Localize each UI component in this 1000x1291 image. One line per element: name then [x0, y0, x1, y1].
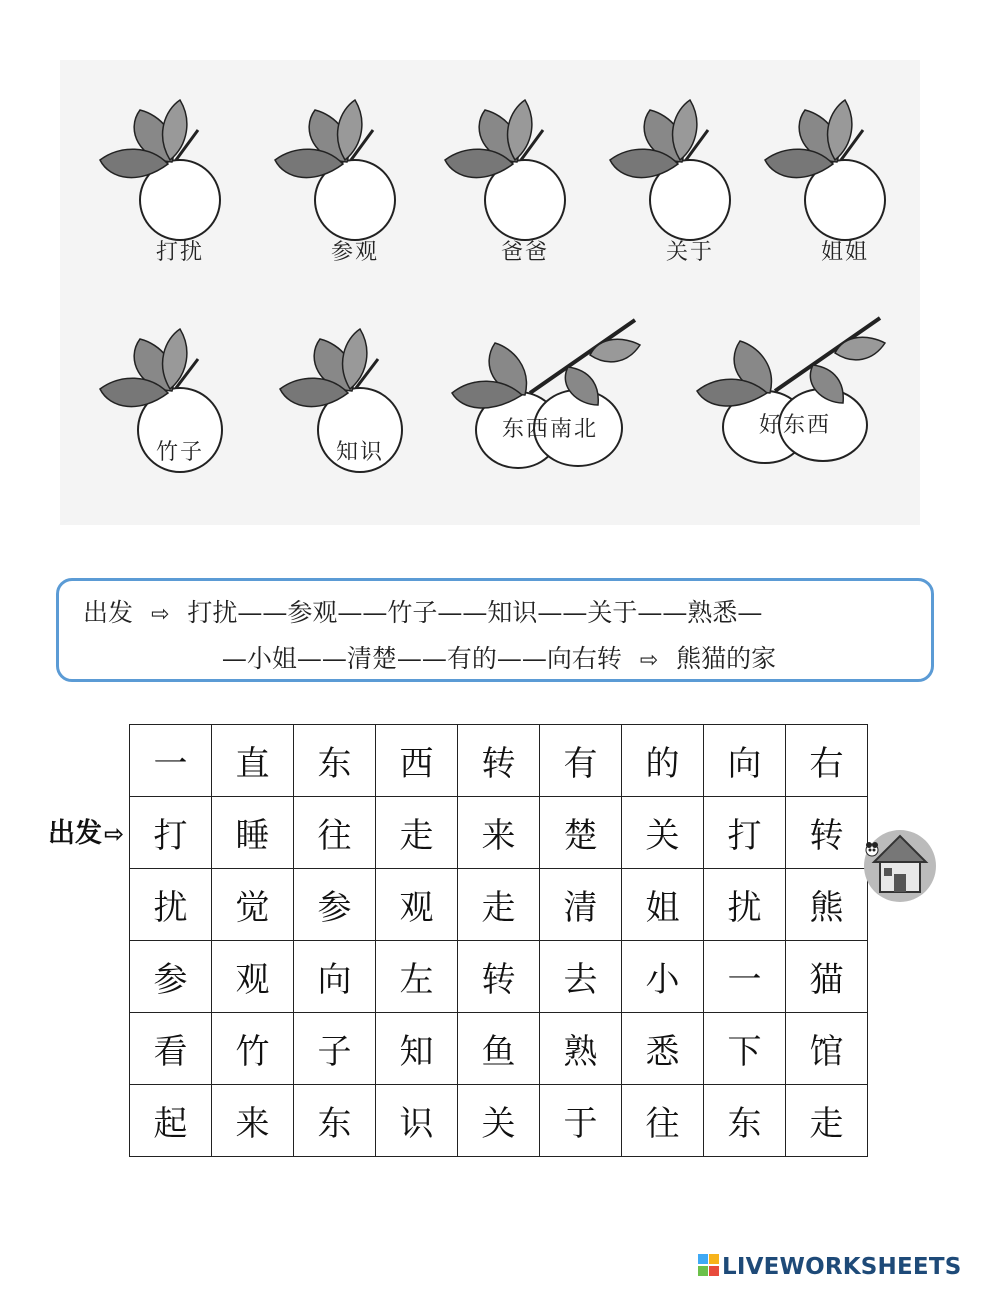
route-instructions — [56, 578, 934, 682]
grid-cell[interactable]: 观 — [212, 941, 294, 1013]
apple-word: 知识 — [335, 440, 384, 465]
apple-4[interactable] — [765, 90, 925, 265]
grid-row — [130, 1085, 868, 1157]
grid-cell[interactable]: 来 — [212, 1085, 294, 1157]
grid-cell[interactable]: 走 — [458, 869, 540, 941]
grid-cell[interactable]: 熟 — [540, 1013, 622, 1085]
apple-word: 好东西 — [758, 413, 831, 438]
apple-word: 参观 — [330, 240, 379, 265]
grid-cell[interactable]: 打 — [130, 797, 212, 869]
grid-cell[interactable]: 左 — [376, 941, 458, 1013]
grid-cell[interactable]: 下 — [704, 1013, 786, 1085]
grid-cell[interactable]: 熊 — [786, 869, 868, 941]
grid-cell[interactable]: 猫 — [786, 941, 868, 1013]
route-path-2: —小姐——清楚——有的——向右转 — [221, 644, 622, 673]
grid-cell[interactable]: 转 — [458, 941, 540, 1013]
grid-cell[interactable]: 扰 — [130, 869, 212, 941]
grid-cell[interactable]: 楚 — [540, 797, 622, 869]
double-apple-branch-icon — [695, 315, 895, 485]
arrow-right-icon: ⇨ — [639, 648, 659, 673]
apple-8[interactable] — [695, 315, 895, 485]
apple-leaf-icon — [765, 90, 925, 250]
grid-cell[interactable]: 往 — [294, 797, 376, 869]
apple-leaf-icon — [445, 90, 605, 250]
grid-cell[interactable]: 往 — [622, 1085, 704, 1157]
grid-cell[interactable]: 小 — [622, 941, 704, 1013]
grid-cell[interactable]: 姐 — [622, 869, 704, 941]
grid-cell[interactable]: 右 — [786, 725, 868, 797]
maze-grid — [129, 724, 868, 1157]
apple-word: 姐姐 — [820, 240, 869, 265]
grid-cell[interactable]: 观 — [376, 869, 458, 941]
route-start: 出发 — [83, 598, 134, 627]
apple-1[interactable] — [275, 90, 435, 265]
grid-cell[interactable]: 悉 — [622, 1013, 704, 1085]
grid-cell[interactable]: 竹 — [212, 1013, 294, 1085]
route-end: 熊猫的家 — [676, 644, 777, 673]
grid-cell[interactable]: 一 — [130, 725, 212, 797]
apple-2[interactable] — [445, 90, 605, 265]
grid-cell[interactable]: 打 — [704, 797, 786, 869]
apple-word: 东西南北 — [501, 417, 598, 442]
grid-cell[interactable]: 西 — [376, 725, 458, 797]
liveworksheets-logo — [698, 1254, 961, 1284]
apple-leaf-icon — [275, 90, 435, 250]
arrow-right-icon: ⇨ — [150, 602, 170, 627]
grid-cell[interactable]: 转 — [458, 725, 540, 797]
grid-cell[interactable]: 来 — [458, 797, 540, 869]
panda-house-icon — [862, 822, 938, 902]
apple-word: 竹子 — [155, 440, 204, 465]
grid-cell[interactable]: 直 — [212, 725, 294, 797]
grid-cell[interactable]: 东 — [704, 1085, 786, 1157]
grid-row — [130, 797, 868, 869]
grid-cell[interactable]: 关 — [458, 1085, 540, 1157]
grid-cell[interactable]: 扰 — [704, 869, 786, 941]
grid-cell[interactable]: 馆 — [786, 1013, 868, 1085]
grid-row — [130, 725, 868, 797]
apple-0[interactable] — [100, 90, 260, 265]
grid-cell[interactable]: 东 — [294, 725, 376, 797]
grid-cell[interactable]: 子 — [294, 1013, 376, 1085]
double-apple-branch-icon — [450, 315, 650, 485]
grid-row — [130, 1013, 868, 1085]
apple-word: 打扰 — [155, 240, 204, 265]
grid-cell[interactable]: 睡 — [212, 797, 294, 869]
grid-cell[interactable]: 鱼 — [458, 1013, 540, 1085]
grid-cell[interactable]: 识 — [376, 1085, 458, 1157]
apple-3[interactable] — [610, 90, 770, 265]
route-path-1: 打扰——参观——竹子——知识——关于——熟悉— — [187, 598, 763, 627]
start-label-text: 出发 — [48, 818, 102, 849]
grid-cell[interactable]: 走 — [786, 1085, 868, 1157]
logo-text: LIVEWORKSHEETS — [722, 1254, 962, 1280]
grid-cell[interactable]: 走 — [376, 797, 458, 869]
apple-leaf-icon — [610, 90, 770, 250]
grid-cell[interactable]: 向 — [704, 725, 786, 797]
grid-cell[interactable]: 的 — [622, 725, 704, 797]
grid-cell[interactable]: 转 — [786, 797, 868, 869]
grid-cell[interactable]: 看 — [130, 1013, 212, 1085]
apple-illustrations — [60, 60, 920, 525]
arrow-right-icon: ⇨ — [104, 820, 125, 848]
grid-cell[interactable]: 参 — [294, 869, 376, 941]
route-line-1 — [83, 591, 911, 637]
grid-cell[interactable]: 觉 — [212, 869, 294, 941]
apple-5[interactable] — [100, 315, 260, 485]
grid-row — [130, 869, 868, 941]
grid-cell[interactable]: 有 — [540, 725, 622, 797]
grid-cell[interactable]: 东 — [294, 1085, 376, 1157]
grid-cell[interactable]: 去 — [540, 941, 622, 1013]
grid-cell[interactable]: 一 — [704, 941, 786, 1013]
start-label — [48, 811, 124, 850]
route-line-2 — [83, 637, 911, 683]
logo-blocks-icon — [698, 1254, 720, 1284]
grid-cell[interactable]: 关 — [622, 797, 704, 869]
grid-cell[interactable]: 参 — [130, 941, 212, 1013]
grid-cell[interactable]: 清 — [540, 869, 622, 941]
apple-word: 关于 — [665, 240, 714, 265]
grid-row — [130, 941, 868, 1013]
grid-cell[interactable]: 向 — [294, 941, 376, 1013]
grid-cell[interactable]: 起 — [130, 1085, 212, 1157]
apple-word: 爸爸 — [500, 240, 549, 265]
grid-cell[interactable]: 于 — [540, 1085, 622, 1157]
grid-cell[interactable]: 知 — [376, 1013, 458, 1085]
apple-6[interactable] — [280, 315, 440, 485]
apple-7[interactable] — [450, 315, 650, 485]
apple-leaf-icon — [100, 90, 260, 250]
